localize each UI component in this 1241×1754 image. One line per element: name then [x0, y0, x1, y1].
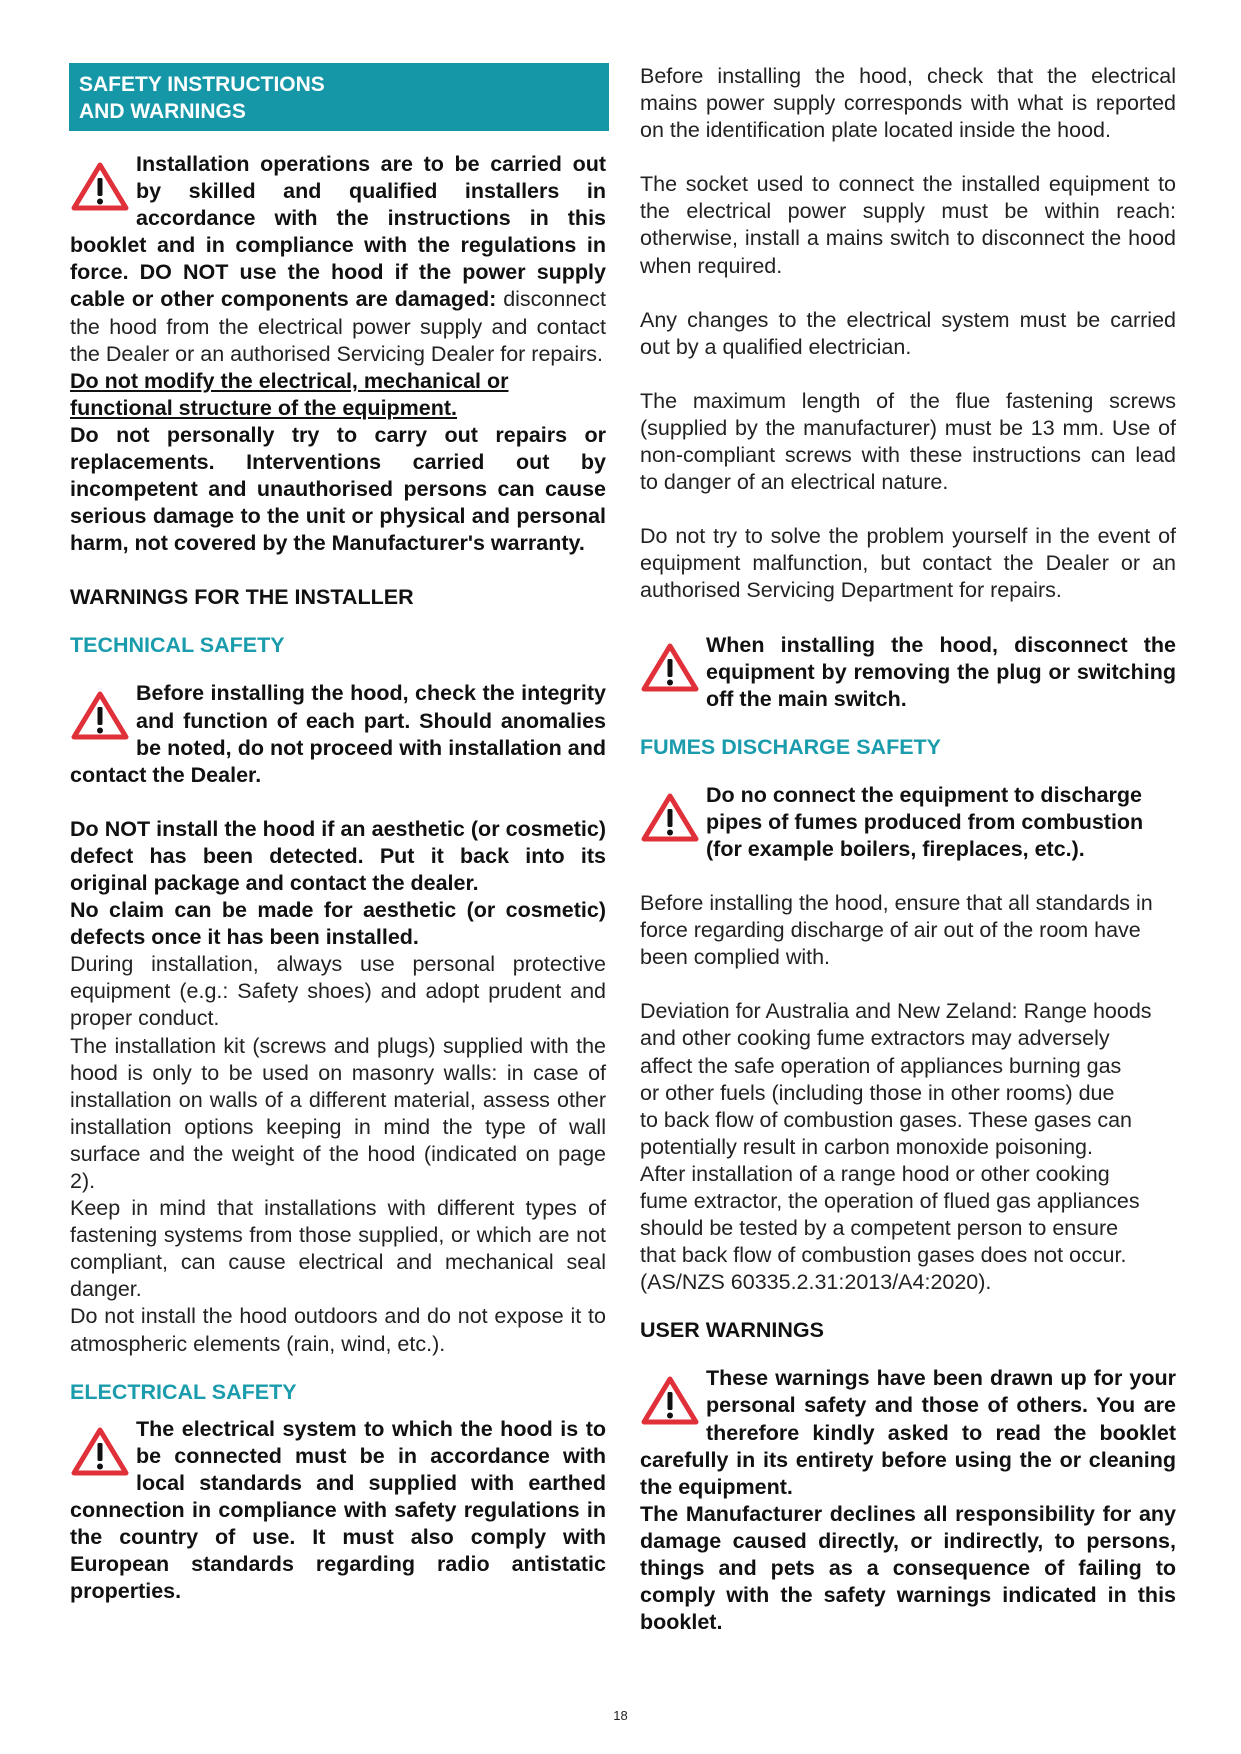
right-column	[640, 63, 1176, 1636]
user-warning-text: These warnings have been drawn up for your personal safety and those of others. You are therefore kindly asked to read the booklet carefully in its entirety before using the or cleaning the equipment.	[640, 1366, 1176, 1499]
electrical-warning-text: The electrical system to which the hood is to be connected must be in accordance with local standards and supplied with earthed connection in compliance with safety regulations in the country of use. It must also comply with European standards regarding radio antistatic properties.	[70, 1416, 606, 1604]
installation-kit-paragraph: The installation kit (screws and plugs) supplied with the hood is only to be used on masonry walls: in case of installation on walls of a different material, assess other installation options keeping in mind the type of wall surface and the weight of the hood (indicated on page 2).	[70, 1033, 606, 1193]
malfunction-paragraph: Do not try to solve the problem yourself in the event of equipment malfunction, but contact the Dealer or an authorised Servicing Department for repairs.	[640, 524, 1176, 603]
aus-line: (AS/NZS 60335.2.31:2013/A4:2020).	[640, 1270, 992, 1295]
aus-line: should be tested by a competent person to ensure	[640, 1216, 1119, 1241]
screws-paragraph: The maximum length of the flue fastening screws (supplied by the manufacturer) must be 13 mm. Use of non-compliant screws with these instructions can lead to danger of an electrical nature.	[640, 388, 1176, 495]
fumes-warning-text: Do no connect the equipment to discharge pipes of fumes produced from combustion (for example boilers, fireplaces, etc.).	[706, 782, 1144, 861]
technical-warning	[70, 680, 606, 788]
aus-line: to back flow of combustion gases. These gases can	[640, 1107, 1132, 1132]
warning-triangle-icon	[70, 161, 130, 213]
aus-line: fume extractor, the operation of flued gas appliances	[640, 1189, 1140, 1213]
page-number: 18	[613, 1708, 628, 1723]
left-column	[70, 63, 606, 1605]
warning-triangle-icon	[70, 1426, 130, 1478]
installation-warning-light: disconnect the hood from the electrical power supply and contact the Dealer or an authorised Servicing Dealer for repairs.	[70, 287, 606, 366]
section-header-band	[69, 63, 609, 131]
aus-line: After installation of a range hood or other cooking	[640, 1161, 1110, 1186]
fastening-paragraph: Keep in mind that installations with different types of fastening systems from those supplied, or which are not compliant, can cause electrical and mechanical seal danger.	[70, 1196, 606, 1302]
installation-warning-bold: Installation operations are to be carried out by skilled and qualified installers in accordance with the instructions in this booklet and in compliance with the regulations in force. DO NOT use the hood if the power supply cable or other components are damaged:	[70, 152, 606, 312]
repairs-warning: Do not personally try to carry out repairs or replacements. Interventions carried out by incompetent and unauthorised persons can cause serious damage to the unit or physical and personal harm, not covered by the Manufacturer's warranty.	[70, 422, 606, 556]
outdoors-paragraph: Do not install the hood outdoors and do not expose it to atmospheric elements (rain, wind, etc.).	[70, 1304, 606, 1356]
user-warning	[640, 1365, 1176, 1500]
changes-paragraph: Any changes to the electrical system must be carried out by a qualified electrician.	[640, 307, 1176, 359]
fumes-safety-heading: FUMES DISCHARGE SAFETY	[640, 734, 942, 759]
aus-line: and other cooking fume extractors may adversely	[640, 1026, 1110, 1051]
disconnect-warning-text: When installing the hood, disconnect the equipment by removing the plug or switching off the main switch.	[706, 632, 1176, 711]
aus-line: or other fuels (including those in other rooms) due	[640, 1080, 1115, 1105]
aus-line: potentially result in carbon monoxide poisoning.	[640, 1134, 1093, 1159]
technical-safety-heading: TECHNICAL SAFETY	[70, 633, 285, 658]
header-line-2: AND WARNINGS	[79, 100, 246, 123]
aus-line: Deviation for Australia and New Zeland: Range hoods	[640, 999, 1152, 1024]
warning-triangle-icon	[70, 690, 130, 742]
standards-paragraph: Before installing the hood, ensure that all standards in force regarding discharge of air out of the room have been complied with.	[640, 891, 1153, 970]
user-warnings-heading: USER WARNINGS	[640, 1318, 824, 1343]
australia-deviation-paragraph	[640, 998, 1176, 1296]
installer-heading: WARNINGS FOR THE INSTALLER	[70, 585, 414, 610]
manufacturer-disclaimer: The Manufacturer declines all responsibility for any damage caused directly, or indirectly, to persons, things and pets as a consequence of failing to comply with the safety warnings indicated in this booklet.	[640, 1501, 1176, 1635]
warning-triangle-icon	[640, 792, 700, 844]
electrical-safety-heading: ELECTRICAL SAFETY	[70, 1379, 297, 1404]
warning-triangle-icon	[640, 642, 700, 694]
aus-line: affect the safe operation of appliances burning gas	[640, 1053, 1122, 1078]
aesthetic-defect-warning: Do NOT install the hood if an aesthetic (or cosmetic) defect has been detected. Put it back into its original package and contact the dealer.	[70, 816, 606, 895]
installation-warning	[70, 151, 606, 368]
modify-warning: Do not modify the electrical, mechanical or functional structure of the equipment.	[70, 368, 509, 420]
mains-check-paragraph: Before installing the hood, check that the electrical mains power supply corresponds with what is reported on the identification plate located inside the hood.	[640, 64, 1176, 143]
header-line-1: SAFETY INSTRUCTIONS	[79, 73, 325, 96]
disconnect-warning	[640, 632, 1176, 713]
ppe-paragraph: During installation, always use personal protective equipment (e.g.: Safety shoes) and adopt prudent and proper conduct.	[70, 952, 606, 1031]
electrical-warning	[70, 1416, 606, 1606]
no-claim-warning: No claim can be made for aesthetic (or cosmetic) defects once it has been installed.	[70, 898, 606, 950]
fumes-warning	[640, 782, 1176, 863]
warning-triangle-icon	[640, 1375, 700, 1427]
technical-warning-text: Before installing the hood, check the integrity and function of each part. Should anomalies be noted, do not proceed with installation and contact the Dealer.	[70, 681, 606, 787]
aus-line: that back flow of combustion gases does not occur.	[640, 1243, 1127, 1268]
socket-paragraph: The socket used to connect the installed equipment to the electrical power supply must be within reach: otherwise, install a mains switch to disconnect the hood when required.	[640, 172, 1176, 278]
